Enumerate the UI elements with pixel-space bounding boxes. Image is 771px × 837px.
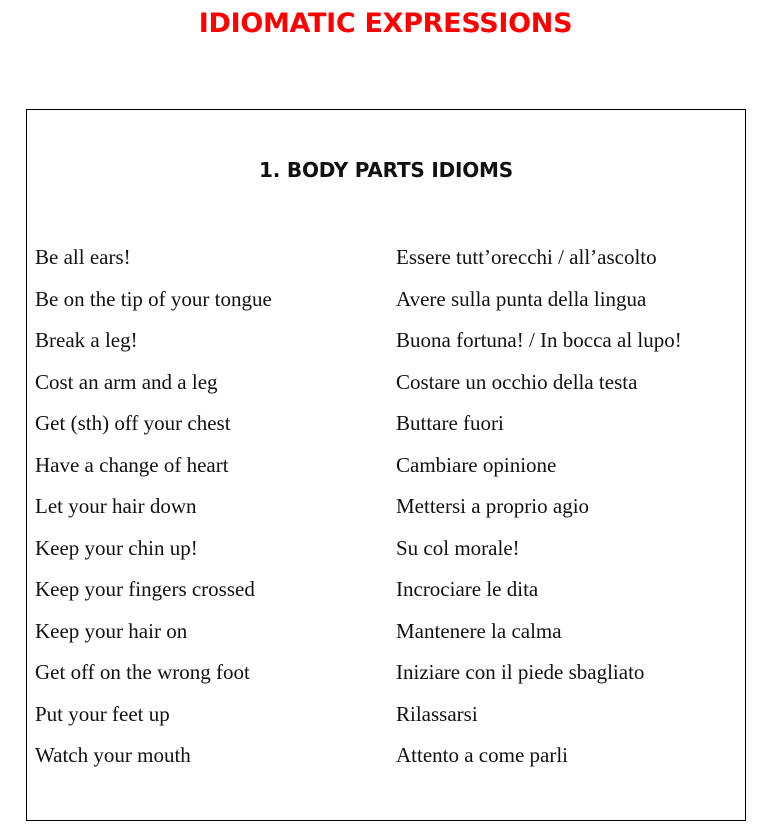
idiom-italian: Essere tutt’orecchi / all’ascolto <box>396 245 657 270</box>
idiom-english: Keep your fingers crossed <box>35 577 255 602</box>
idiom-row <box>35 279 735 321</box>
idiom-english: Keep your chin up! <box>35 535 198 560</box>
idiom-english: Cost an arm and a leg <box>35 369 218 394</box>
idioms-box <box>26 109 746 821</box>
section-heading: 1. BODY PARTS IDIOMS <box>259 158 513 182</box>
idiom-list <box>35 237 735 777</box>
idiom-italian: Cambiare opinione <box>396 452 557 477</box>
idiom-italian: Incrociare le dita <box>396 577 539 602</box>
idiom-row <box>35 486 735 528</box>
idiom-italian: Rilassarsi <box>396 701 478 726</box>
idiom-row <box>35 735 735 777</box>
idiom-italian: Avere sulla punta della lingua <box>396 286 647 311</box>
idiom-english: Have a change of heart <box>35 452 229 477</box>
idiom-english: Get (sth) off your chest <box>35 411 231 436</box>
idiom-row <box>35 237 735 279</box>
idiom-italian: Su col morale! <box>396 535 520 560</box>
idiom-english: Break a leg! <box>35 328 138 353</box>
idiom-row <box>35 652 735 694</box>
idiom-italian: Buttare fuori <box>396 411 504 436</box>
idiom-row <box>35 320 735 362</box>
idiom-italian: Buona fortuna! / In bocca al lupo! <box>396 328 682 353</box>
idiom-row <box>35 528 735 570</box>
idiom-row <box>35 569 735 611</box>
idiom-row <box>35 611 735 653</box>
idiom-english: Let your hair down <box>35 494 197 519</box>
page-title: IDIOMATIC EXPRESSIONS <box>198 8 573 39</box>
idiom-english: Watch your mouth <box>35 743 191 768</box>
idiom-italian: Attento a come parli <box>396 743 569 768</box>
idiom-english: Be on the tip of your tongue <box>35 286 272 311</box>
idiom-english: Get off on the wrong foot <box>35 660 250 685</box>
idiom-italian: Mettersi a proprio agio <box>396 494 590 519</box>
idiom-english: Put your feet up <box>35 701 170 726</box>
idiom-italian: Mantenere la calma <box>396 618 562 643</box>
idiom-row <box>35 445 735 487</box>
idiom-italian: Iniziare con il piede sbagliato <box>396 660 645 685</box>
idiom-row <box>35 403 735 445</box>
idiom-italian: Costare un occhio della testa <box>396 369 638 394</box>
idiom-english: Be all ears! <box>35 245 131 270</box>
idiom-row <box>35 362 735 404</box>
idiom-english: Keep your hair on <box>35 618 188 643</box>
idiom-row <box>35 694 735 736</box>
